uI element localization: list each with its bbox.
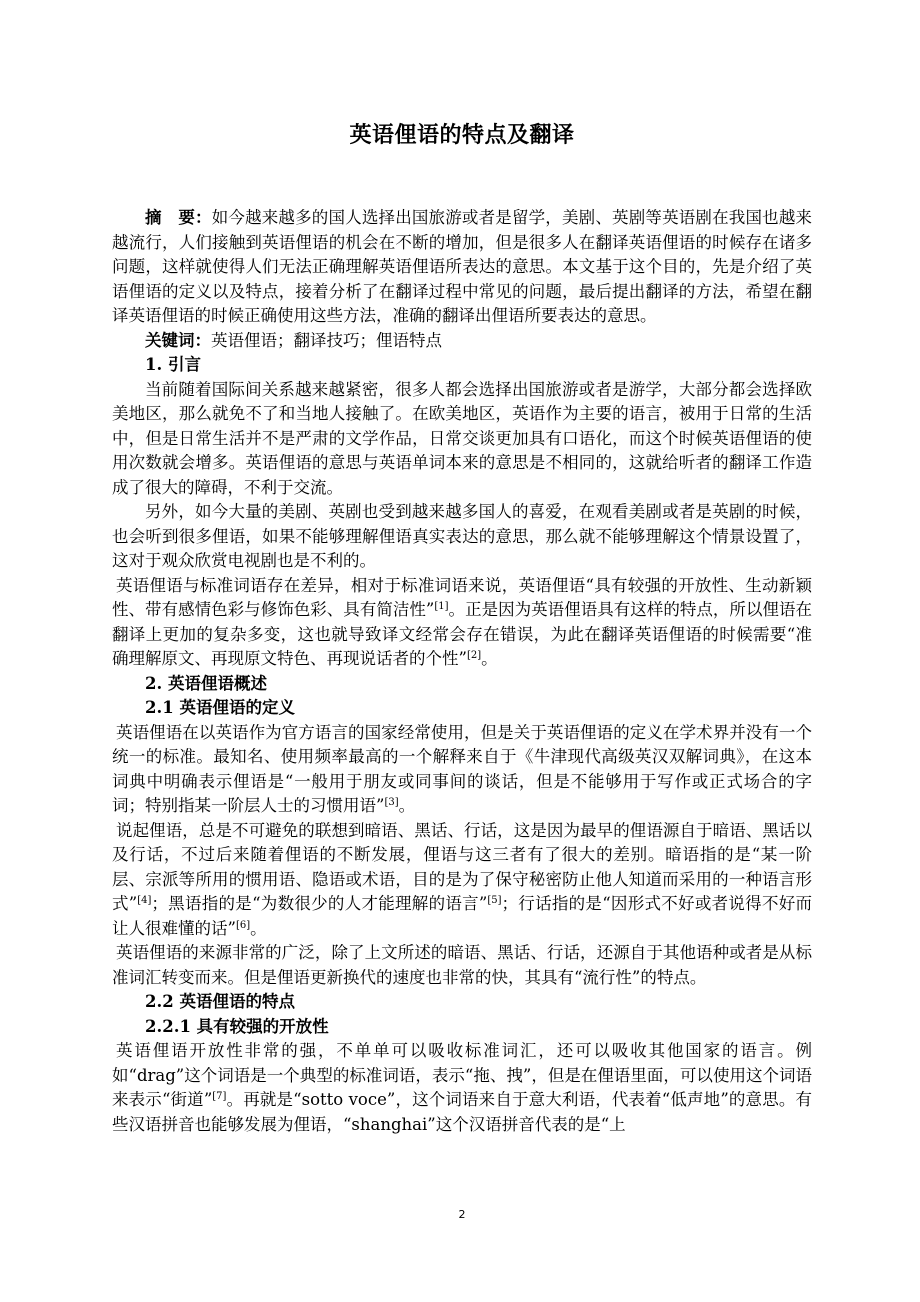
keywords-text: 英语俚语；翻译技巧；俚语特点	[211, 330, 442, 350]
citation-6: [6]	[235, 919, 251, 931]
section-2-2-1-heading: 2.2.1 具有较强的开放性	[145, 1016, 329, 1036]
section-2-2-heading: 2.2 英语俚语的特点	[145, 992, 295, 1011]
section-2-1-paragraph-3: 英语俚语的来源非常的广泛，除了上文所述的暗语、黑话、行话，还源自于其他语种或者是从标准词汇转变而来。但是俚语更新换代的速度也非常的快，其具有“流行性”的特点。	[112, 943, 812, 987]
section-2-2-1-paragraph-1	[112, 1039, 812, 1137]
section-1-paragraph-3	[112, 574, 812, 672]
citation-5: [5]	[487, 895, 502, 906]
section-2-1-paragraph-2	[112, 819, 812, 942]
paragraph-text: 。	[250, 918, 267, 938]
abstract-label: 摘 要：	[145, 208, 212, 227]
section-2-1-paragraph-1	[112, 721, 812, 819]
section-2-heading: 2. 英语俚语概述	[145, 673, 267, 693]
document-body	[112, 206, 812, 1137]
paragraph-text: 说起俚语，总是不可避免的联想到暗语、黑话、行话，这是因为最早的俚语源自于暗语、黑话以及行话，不过后来随着俚语的不断发展，俚语与这三者有了很大的差别。暗语指的是“某一阶层、宗派等所用的惯用语、隐语或术语，目的是为了保守秘密防止他人知道而采用的一种语言形式”	[112, 820, 812, 913]
citation-7: [7]	[212, 1091, 227, 1102]
paragraph-text: 。	[481, 649, 498, 668]
paragraph-text: ；行话指的是“因形式不好或者说得不好而让人很难懂的话”	[112, 894, 813, 938]
abstract-text: 如今越来越多的国人选择出国旅游或者是留学，美剧、英剧等英语剧在我国也越来越流行，人们接触到英语俚语的机会在不断的增加，但是很多人在翻译英语俚语的时候存在诸多问题，这样就使得人们无法正确理解英语俚语所表达的意思。本文基于这个目的，先是介绍了英语俚语的定义以及特点，接着分析了在翻译过程中常见的问题，最后提出翻译的方法，希望在翻译英语俚语的时候正确使用这些方法，准确的翻译出俚语所要表达的意思。	[112, 208, 813, 325]
abstract-paragraph	[112, 206, 812, 329]
citation-1: [1]	[434, 601, 449, 612]
section-2-1-heading: 2.1 英语俚语的定义	[145, 698, 295, 717]
paragraph-text: 。	[398, 796, 416, 815]
paragraph-text: 。再就是“sotto voce”，这个词语来自于意大利语，代表着“低声地”的意思。有些汉语拼音也能够发展为俚语，“shanghai”这个汉语拼音代表的是“上	[112, 1090, 813, 1134]
paragraph-text: 英语俚语在以英语作为官方语言的国家经常使用，但是关于英语俚语的定义在学术界并没有一个统一的标准。最知名、使用频率最高的一个解释来自于《牛津现代高级英汉双解词典》，在这本词典中明确表示俚语是“一般用于朋友或同事间的谈话，但是不能够用于写作或正式场合的字词；特别指某一阶层人士的习惯用语”	[112, 722, 812, 815]
page-title: 英语俚语的特点及翻译	[349, 123, 575, 148]
section-1-paragraph-1: 当前随着国际间关系越来越紧密，很多人都会选择出国旅游或者是游学，大部分都会选择欧美地区，那么就免不了和当地人接触了。在欧美地区，英语作为主要的语言，被用于日常的生活中，但是日常生活并不是严肃的文学作品，日常交谈更加具有口语化，而这个时候英语俚语的使用次数就会增多。英语俚语的意思与英语单词本来的意思是不相同的，这就给听者的翻译工作造成了很大的障碍，不利于交流。	[112, 379, 812, 497]
page-number: 2	[458, 1208, 466, 1221]
citation-2: [2]	[466, 650, 482, 661]
paragraph-text: 英语俚语开放性非常的强，不单单可以吸收标准词汇，还可以吸收其他国家的语言。例如“drag”这个词语是一个典型的标准词语，表示“拖、拽”，但是在俚语里面，可以使用这个词语来表示“街道”	[112, 1041, 812, 1109]
keywords-line	[112, 329, 812, 354]
section-1-paragraph-2: 另外，如今大量的美剧、英剧也受到越来越多国人的喜爱，在观看美剧或者是英剧的时候，也会听到很多俚语，如果不能够理解俚语真实表达的意思，那么就不能够理解这个情景设置了，这对于观众欣赏电视剧也是不利的。	[112, 502, 812, 570]
citation-3: [3]	[384, 797, 399, 808]
paragraph-text: ；黑语指的是“为数很少的人才能理解的语言”	[151, 894, 488, 913]
citation-4: [4]	[137, 895, 152, 906]
section-1-heading: 1. 引言	[145, 355, 201, 374]
paragraph-text: 。正是因为英语俚语具有这样的特点，所以俚语在翻译上更加的复杂多变，这也就导致译文经常会存在错误，为此在翻译英语俚语的时候需要“准确理解原文、再现原文特色、再现说话者的个性”	[112, 600, 813, 668]
paragraph-text: 英语俚语与标准词语存在差异，相对于标准词语来说，英语俚语“具有较强的开放性、生动新颖性、带有感情色彩与修饰色彩、具有简洁性”	[112, 575, 812, 619]
keywords-label: 关键词：	[145, 330, 211, 350]
document-page	[112, 0, 812, 1302]
